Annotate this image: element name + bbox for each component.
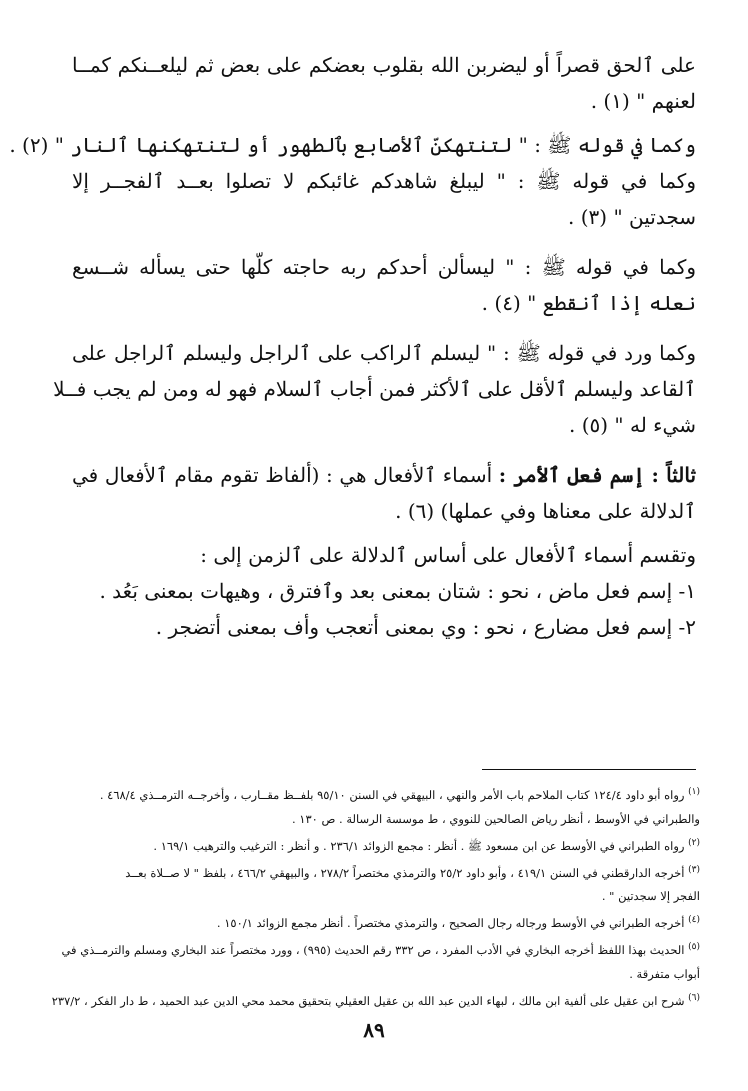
footnote-text: والطبراني في الأوسط ، أنظر رياض الصالحين للنووي ، ط موسسة الرسالة . ص ١٣٠ . [291,811,700,826]
text-line: ٱلدلالة على معناها وفي عملها) (٦) . [395,499,696,523]
footnote-number: (٥) [688,942,700,953]
heading-title: إسم فعل ٱلأمر : [498,463,645,487]
section-heading-line [72,460,696,496]
list-item: ١- إسم فعل ماض ، نحو : شتان بمعنى بعد وٱفترق ، وهيهات بمعنى بَعُد . [99,579,696,603]
footnote [72,858,700,885]
footnote-text: الفجر إلا سجدتين " . [601,889,700,904]
footnote-text: شرح ابن عقيل على ألفية ابن مالك ، لبهاء الدين عبد الله بن عقيل العقيلي بتحقيق محمد محي الدين عبد الحميد ، ط دار الفكر ، ٢٣٧/٢ [51,993,685,1008]
main-text [9,50,697,648]
footnote [51,986,700,1013]
footnote [61,935,700,962]
text-line: سجدتين " (٣) . [568,205,696,229]
footnote-text: أخرجه الطبراني في الأوسط ورجاله رجال الصحيح ، والترمذي مختصراً . أنظر مجمع الزوائد ١٥٠/١ . [216,916,685,931]
text-line: شيء له " (٥) . [568,413,696,437]
footnote-number: (٦) [688,993,700,1004]
footnote [72,962,700,986]
footnote-text: أبواب متفرقة . [629,967,700,982]
text-line: نعله إذا ٱنقطع " (٤) . [481,291,696,315]
heading-text: أسماء ٱلأفعال هي : (ألفاظ تقوم مقام ٱلأفعال في [72,463,493,487]
text-line: على ٱلحق قصراً أو ليضربن الله بقلوب بعضكم على بعض ثم ليلعــنكم كمــا [72,53,696,77]
footnote-text: رواه الطبراني في الأوسط عن ابن مسعود ﷺ . أنظر : مجمع الزوائد ٢٣٦/١ . و أنظر : الترغيب والترهيب ١٦٩/١ . [153,838,685,853]
footnote-text: أخرجه الدارقطني في السنن ٤١٩/١ ، وأبو داود ٢٥/٢ والترمذي مختصراً ٢٧٨/٢ ، والبيهقي ٤٦٦/٢ ، بلفظ " لا صــلاة بعــد [125,865,685,880]
footnote-number: (٢) [688,837,700,848]
text-line: لعنهم " (١) . [590,89,696,113]
text-line: ٱلقاعد وليسلم ٱلأقل على ٱلأكثر فمن أجاب ٱلسلام فهو له ومن لم يجب فــلا [53,377,696,401]
text-line: وكما في قوله ﷺ : " ليسألن أحدكم ربه حاجته كلّها حتى يسأله شــسع [72,255,696,279]
list-item: ٢- إسم فعل مضارع ، نحو : وي بمعنى أتعجب وأف بمعنى أتضجر . [155,615,696,639]
footnote-text: رواه أبو داود ١٢٤/٤ كتاب الملاحم باب الأمر والنهي ، البيهقي في السنن ٩٥/١٠ بلفــظ مقــارب ، وأخرجــه الترمــذي ٤٦٨/٤ . [99,787,685,802]
text-line: وكما في قوله ﷺ : " ليبلغ شاهدكم غائبكم لا تصلوا بعــد ٱلفجــر إلا [72,169,696,193]
footnote [72,884,700,908]
footnote [72,831,700,858]
footnote-divider [482,769,696,770]
footnotes [51,780,700,1013]
heading-number: ثالثاً : [651,463,697,487]
footnote [72,908,700,935]
footnote [72,807,700,831]
text-line: وكما ورد في قوله ﷺ : " ليسلم ٱلراكب على ٱلراجل وليسلم ٱلراجل على [72,341,697,365]
text-line: وكما في قوله ﷺ : " لتنتهكنّ ٱلأصابع بٱلطهور أو لتنتهكنها ٱلنار " (٢) . [9,133,696,157]
page-number: ٨٩ [363,1018,385,1042]
footnote [72,780,700,807]
text-line: وتقسم أسماء ٱلأفعال على أساس ٱلدلالة على ٱلزمن إلى : [200,543,696,567]
footnote-number: (٣) [688,864,700,875]
footnote-text: الحديث بهذا اللفظ أخرجه البخاري في الأدب المفرد ، ص ٣٣٢ رقم الحديث (٩٩٥) ، وورد مختصراً عند البخاري ومسلم والترمــذي في [61,943,685,958]
footnote-number: (١) [688,787,700,797]
footnote-number: (٤) [688,915,700,926]
